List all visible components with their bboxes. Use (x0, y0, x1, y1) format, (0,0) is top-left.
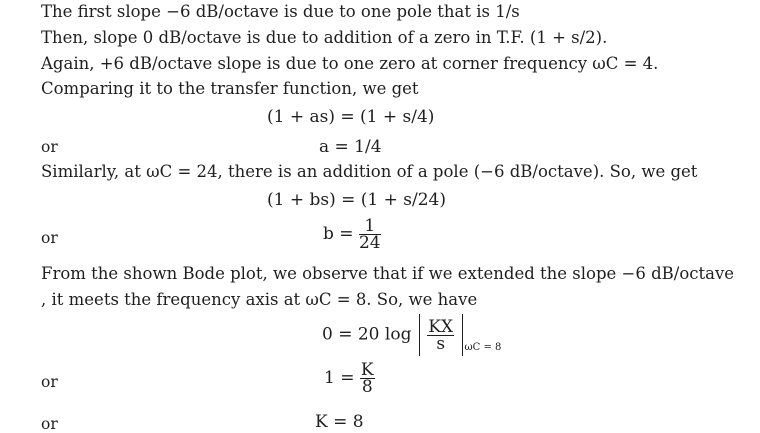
text-line-1: The first slope −6 dB/octave is due to one pole that is 1/s (41, 2, 520, 21)
equation-magnitude (322, 314, 501, 356)
text-line-7: , it meets the frequency axis at ωC = 8. So, we have (41, 290, 478, 309)
or-label: or (41, 415, 58, 433)
equation-b-lhs: b = (323, 224, 354, 244)
text-line-5: Similarly, at ωC = 24, there is an addition of a pole (−6 dB/octave). So, we get (41, 162, 698, 181)
equation-a-value: a = 1/4 (319, 137, 382, 157)
equation-k-value: K = 8 (315, 412, 364, 432)
abs-bar-right (462, 314, 463, 356)
fraction-k-numerator: K (360, 360, 374, 380)
equation-a-substitution: (1 + as) = (1 + s/4) (267, 107, 435, 127)
evaluation-subscript: ωC = 8 (464, 341, 502, 353)
fraction-k-8 (360, 362, 375, 395)
equation-b-substitution: (1 + bs) = (1 + s/24) (267, 190, 447, 210)
text-line-6: From the shown Bode plot, we observe that if we extended the slope −6 dB/octave (41, 264, 735, 283)
fraction-b-numerator: 1 (359, 218, 381, 235)
text-line-4: Comparing it to the transfer function, we get (41, 79, 419, 98)
equation-b-value (323, 218, 381, 251)
fraction-k-denominator: 8 (361, 377, 373, 397)
or-label: or (41, 373, 58, 391)
abs-bar-left (419, 314, 420, 356)
fraction-kx-s (427, 316, 454, 354)
or-label: or (41, 138, 58, 156)
fraction-kx-denominator: s (436, 333, 446, 354)
fraction-b-denominator: 24 (358, 233, 381, 253)
or-label: or (41, 229, 58, 247)
equation-k-over-8 (324, 362, 375, 395)
fraction-kx-numerator: KX (428, 316, 454, 337)
equation-k-lhs: 1 = (324, 368, 355, 388)
text-line-3: Again, +6 dB/octave slope is due to one zero at corner frequency ωC = 4. (41, 54, 659, 73)
equation-magnitude-lhs: 0 = 20 log (322, 324, 412, 345)
text-line-2: Then, slope 0 dB/octave is due to addition of a zero in T.F. (1 + s/2). (41, 28, 608, 47)
fraction-b (359, 218, 381, 251)
